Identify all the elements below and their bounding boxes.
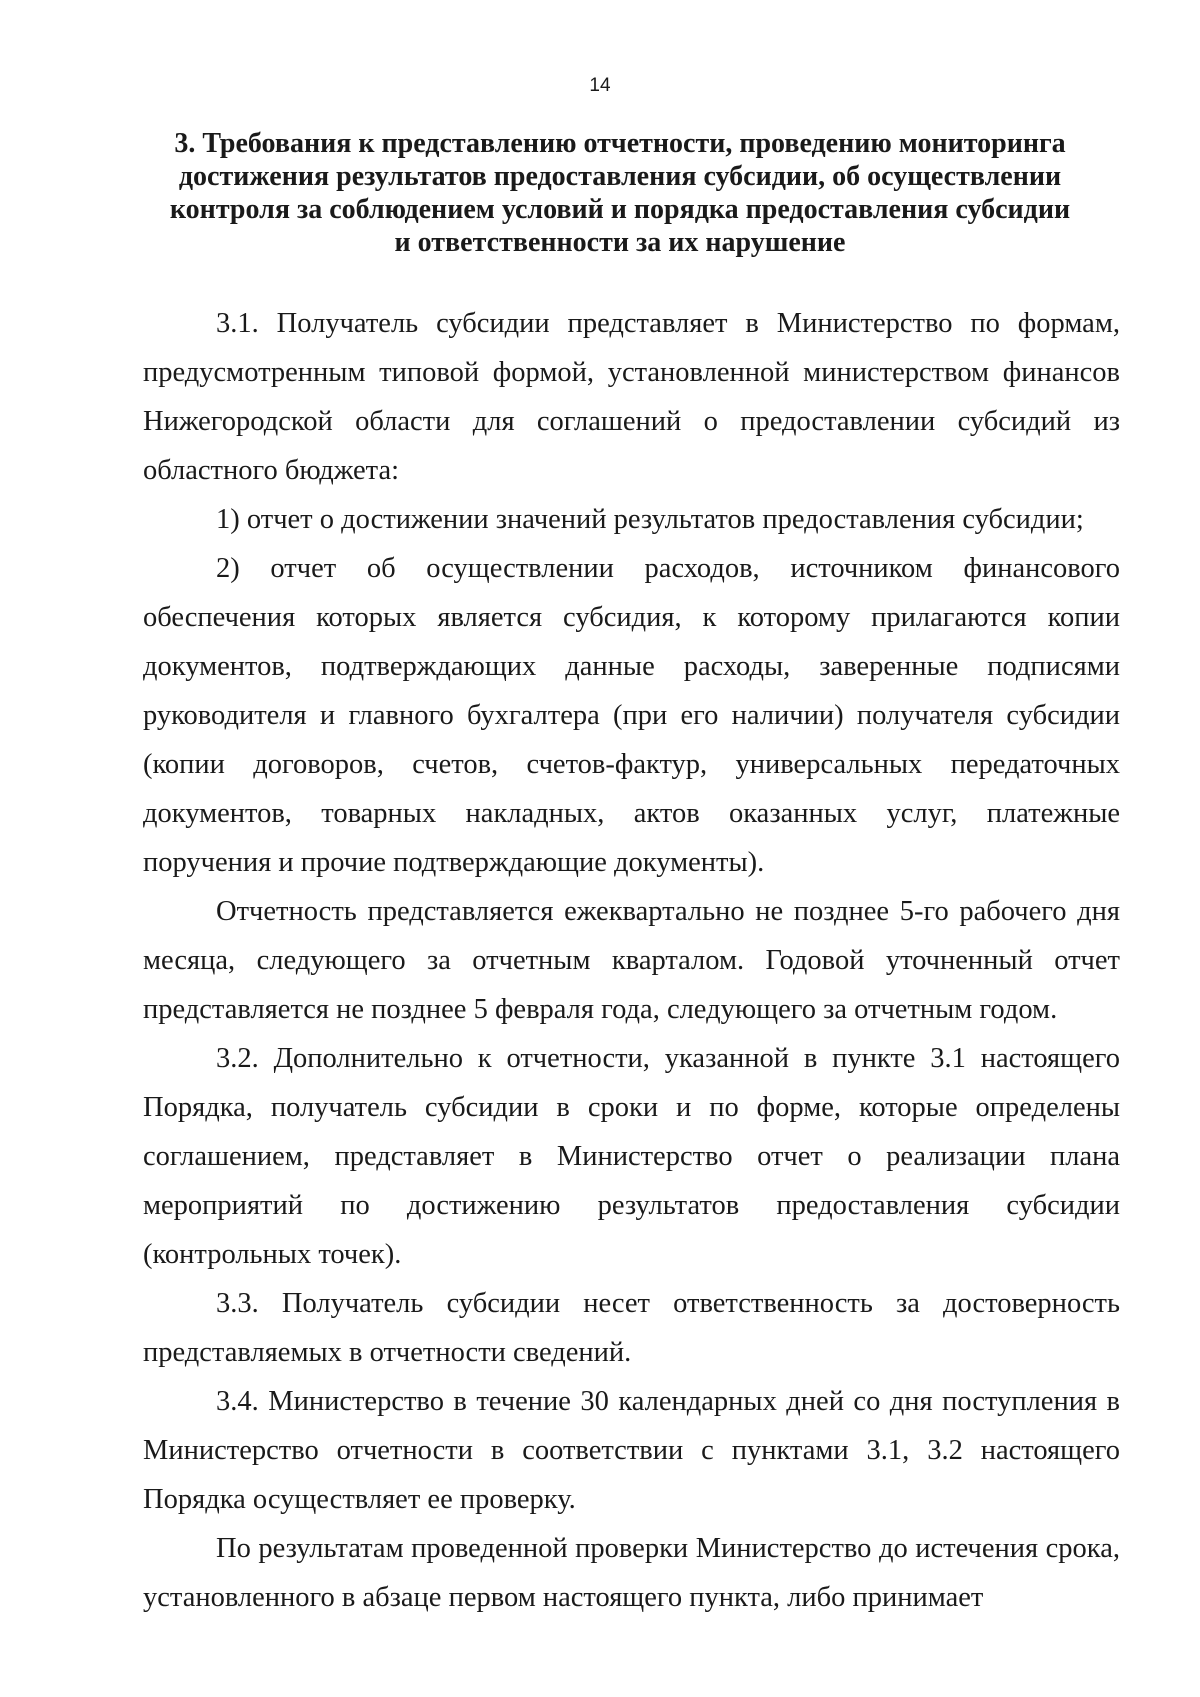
heading-line: 3. Требования к представлению отчетности, проведению мониторинга <box>174 128 1066 159</box>
paragraph-3-2: 3.2. Дополнительно к отчетности, указанной в пункте 3.1 настоящего Порядка, получатель субсидии в сроки и по форме, которые определены соглашением, представляет в Министерство отчет о реализации плана мероприятий по достижению результатов предоставления субсидии (контрольных точек). <box>143 1043 1120 1270</box>
page-number: 14 <box>589 75 611 96</box>
heading-line: достижения результатов предоставления субсидии, об осуществлении <box>178 161 1062 192</box>
section-heading <box>140 127 1100 259</box>
paragraph-review-result: По результатам проведенной проверки Министерство до истечения срока, установленного в абзаце первом настоящего пункта, либо принимает <box>143 1533 1120 1613</box>
paragraph-item-1: 1) отчет о достижении значений результатов предоставления субсидии; <box>216 504 1084 535</box>
paragraph-3-4: 3.4. Министерство в течение 30 календарных дней со дня поступления в Министерство отчетности в соответствии с пунктами 3.1, 3.2 настоящего Порядка осуществляет ее проверку. <box>143 1386 1120 1515</box>
heading-line: и ответственности за их нарушение <box>394 227 846 258</box>
paragraph-3-3: 3.3. Получатель субсидии несет ответственность за достоверность представляемых в отчетности сведений. <box>143 1288 1120 1368</box>
paragraph-3-1-intro: 3.1. Получатель субсидии представляет в Министерство по формам, предусмотренным типовой формой, установленной министерством финансов Нижегородской области для соглашений о предоставлении субсидий из областного бюджета: <box>143 308 1120 486</box>
body-text <box>143 299 1120 1622</box>
paragraph-item-2: 2) отчет об осуществлении расходов, источником финансового обеспечения которых является субсидия, к которому прилагаются копии документов, подтверждающих данные расходы, заверенные подписями руководителя и главного бухгалтера (при его наличии) получателя субсидии (копии договоров, счетов, счетов-фактур, универсальных передаточных документов, товарных накладных, актов оказанных услуг, платежные поручения и прочие подтверждающие документы). <box>143 553 1120 878</box>
heading-line: контроля за соблюдением условий и порядка предоставления субсидии <box>169 194 1071 225</box>
paragraph-reporting-deadline: Отчетность представляется ежеквартально не позднее 5-го рабочего дня месяца, следующего за отчетным кварталом. Годовой уточненный отчет представляется не позднее 5 февраля года, следующего за отчетным годом. <box>143 896 1120 1025</box>
